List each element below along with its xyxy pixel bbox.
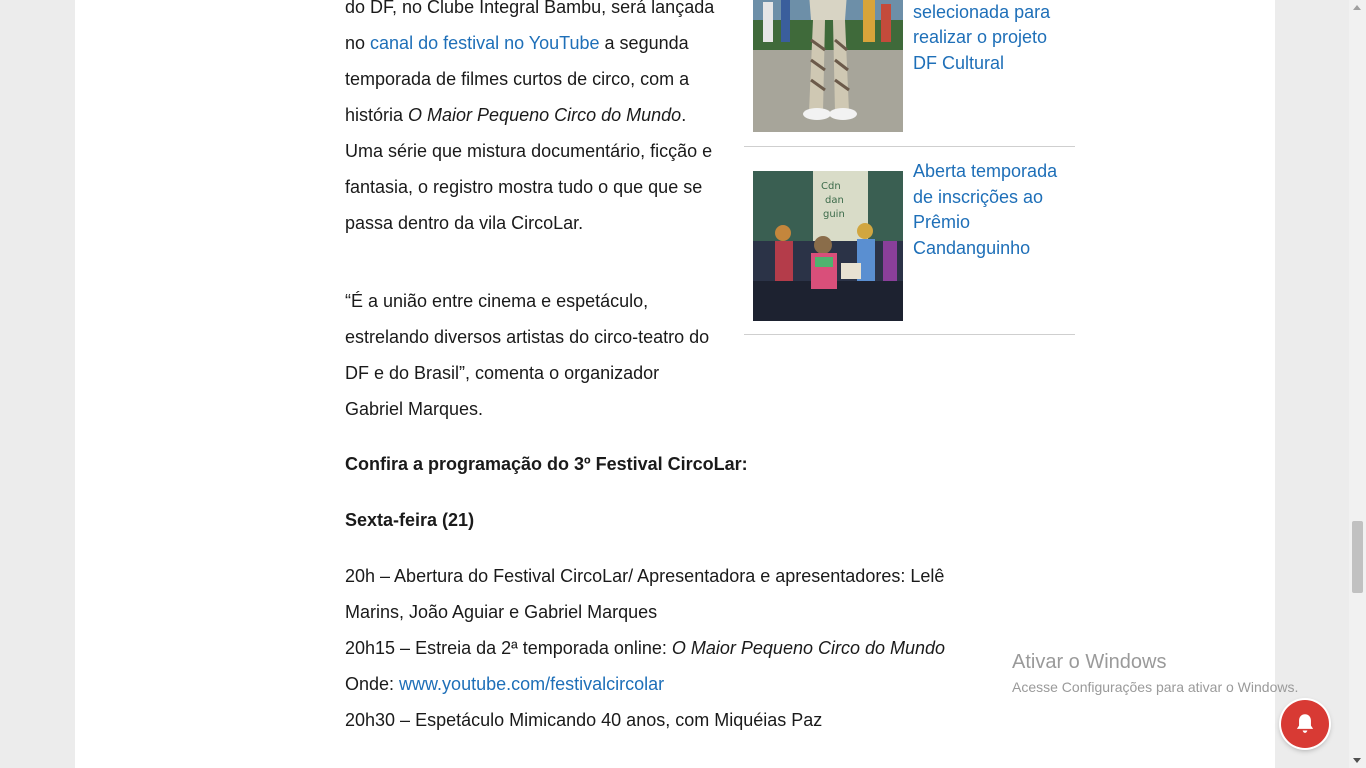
festival-youtube-link[interactable]: www.youtube.com/festivalcircolar <box>399 674 665 694</box>
svg-text:guin: guin <box>823 209 845 220</box>
related-post-card[interactable] <box>744 147 1075 335</box>
schedule-where <box>345 666 985 702</box>
watermark-subtitle: Acesse Configurações para ativar o Windows. <box>1012 679 1299 695</box>
where-label: Onde: <box>345 674 400 694</box>
schedule-item <box>345 630 985 666</box>
paragraph-text: do DF, no Clube Integral Bambu, será lançada no <box>345 0 715 53</box>
paragraph-1 <box>345 0 715 241</box>
svg-text:dan: dan <box>825 195 844 206</box>
paragraph-text: . Uma série que mistura documentário, ficção e fantasia, o registro mostra tudo o que que se passa dentro da vila CircoLar. <box>345 105 713 233</box>
series-title: O Maior Pequeno Circo do Mundo <box>408 105 682 125</box>
schedule-day: Sexta-feira (21) <box>345 510 475 530</box>
schedule-heading: Confira a programação do 3º Festival CircoLar: <box>345 454 748 474</box>
related-post-card[interactable] <box>744 0 1075 147</box>
stage-performance-photo <box>753 171 903 321</box>
related-post-title[interactable]: selecionada para realizar o projeto DF Cultural <box>913 1 1051 73</box>
youtube-channel-link[interactable]: canal do festival no YouTube <box>370 33 600 53</box>
schedule-item: 20h30 – Espetáculo Mimicando 40 anos, com Miquéias Paz <box>345 710 823 730</box>
svg-text:Cdn: Cdn <box>821 181 841 192</box>
watermark-title: Ativar o Windows <box>1012 651 1167 673</box>
scroll-up-icon[interactable] <box>1353 5 1361 10</box>
schedule-list <box>345 558 985 738</box>
scroll-down-icon[interactable] <box>1353 758 1361 763</box>
schedule-item: 20h – Abertura do Festival CircoLar/ Apresentadora e apresentadores: Lelê Marins, João Aguiar e Gabriel Marques <box>345 566 945 622</box>
scroll-thumb[interactable] <box>1352 521 1363 593</box>
page-scrollbar[interactable] <box>1349 0 1366 768</box>
bell-icon <box>1292 711 1318 737</box>
notification-bell-button[interactable] <box>1281 700 1329 748</box>
paragraph-text: a segunda temporada de filmes curtos de circo, com a história <box>345 33 690 125</box>
post-thumbnail[interactable] <box>753 0 903 132</box>
series-title: O Maior Pequeno Circo do Mundo <box>671 638 946 658</box>
post-thumbnail[interactable] <box>753 171 903 321</box>
related-post-title[interactable]: Aberta temporada de inscrições ao Prêmio Candanguinho <box>913 161 1058 258</box>
windows-activation-watermark <box>1012 650 1298 698</box>
paragraph-2-quote: “É a união entre cinema e espetáculo, estrelando diversos artistas do circo-teatro do DF e do Brasil”, comenta o organizador Gabriel Marques. <box>345 291 710 419</box>
parade-photo <box>753 0 903 132</box>
schedule-item-text: 20h15 – Estreia da 2ª temporada online: <box>345 638 672 658</box>
